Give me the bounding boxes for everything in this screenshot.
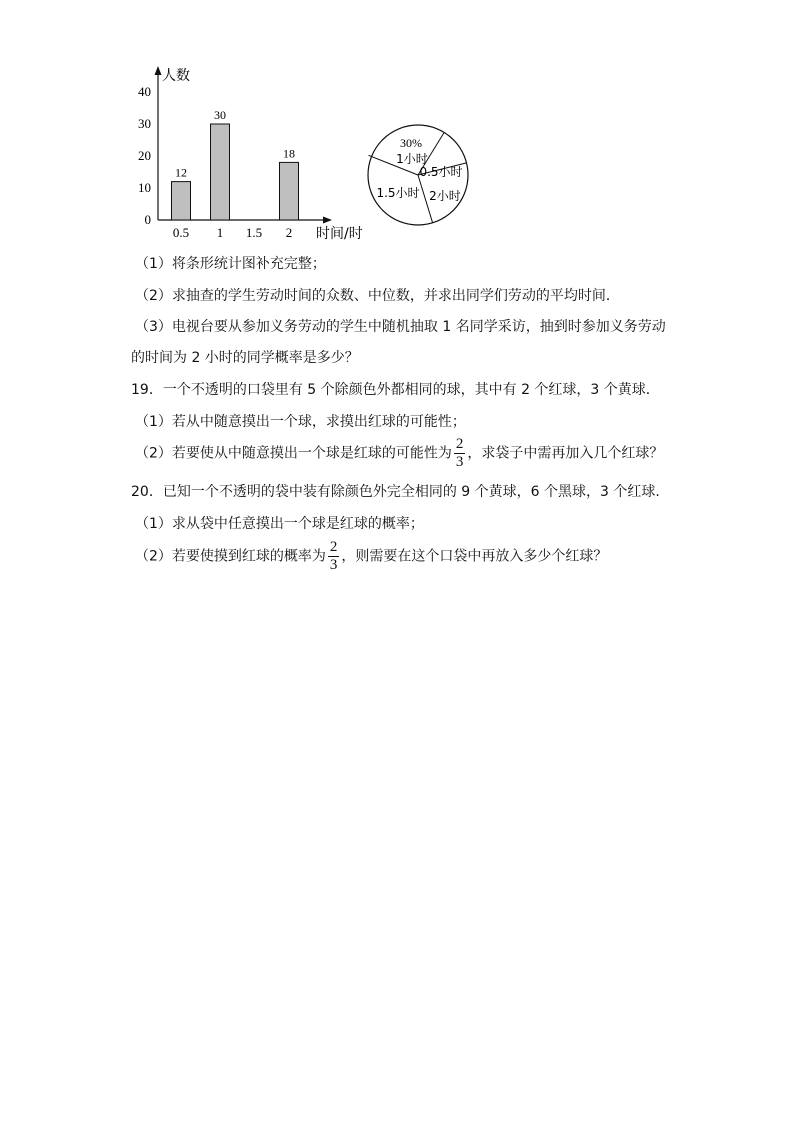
- y-axis-label: 人数: [162, 68, 190, 84]
- pie-label-0-5h: 0.5小时: [419, 165, 463, 179]
- y-tick-label: 0: [144, 212, 151, 227]
- q20-part2: [135, 539, 607, 574]
- q19-fraction-denominator: 3: [455, 454, 464, 470]
- bar-0-5: [172, 182, 191, 220]
- x-axis-label: 时间/时: [316, 226, 363, 242]
- q20-fraction: [328, 539, 340, 574]
- pie-label-2h: 2小时: [429, 189, 461, 203]
- bar-2: [280, 162, 299, 220]
- x-axis-arrow: [323, 217, 332, 224]
- q20-part1: （1）求从袋中任意摸出一个球是红球的概率；: [135, 516, 424, 532]
- bar-chart: [138, 66, 363, 242]
- q18-part3-line1: （3）电视台要从参加义务劳动的学生中随机抽取 1 名同学采访，抽到时参加义务劳动: [135, 319, 666, 335]
- q18-part1: （1）将条形统计图补充完整；: [135, 256, 326, 272]
- q19-fraction-numerator: 2: [455, 436, 464, 452]
- x-tick-label: 0.5: [172, 225, 190, 240]
- q19-part2-text-after: ，求袋子中需再加入几个红球？: [467, 445, 664, 462]
- q19-part1: （1）若从中随意摸出一个球，求摸出红球的可能性；: [135, 414, 466, 430]
- q20-part2-text-after: ，则需要在这个口袋中再放入多少个红球？: [341, 548, 608, 565]
- y-tick-label: 30: [138, 116, 151, 131]
- y-tick-label: 10: [138, 180, 151, 195]
- q18-part3-line2: 的时间为 2 小时的同学概率是多少？: [131, 350, 359, 366]
- x-tick-label: 1: [216, 225, 224, 240]
- q20-stem: 20．已知一个不透明的袋中装有除颜色外完全相同的 9 个黄球，6 个黑球，3 个红球.: [131, 484, 660, 500]
- pie-percent-1h: 30%: [400, 136, 422, 150]
- q19-fraction: [454, 436, 466, 471]
- bar-value-label: 12: [175, 165, 187, 180]
- q20-part2-text-before: （2）若要使摸到红球的概率为: [135, 548, 326, 565]
- bar-1: [211, 124, 230, 220]
- bar-value-label: 30: [214, 108, 226, 122]
- q20-fraction-numerator: 2: [329, 539, 338, 555]
- q19-part2-text-before: （2）若要使从中随意摸出一个球是红球的可能性为: [135, 445, 452, 462]
- y-axis-arrow: [155, 66, 162, 75]
- pie-label-1h: 1小时: [396, 152, 428, 166]
- q18-part2: （2）求抽查的学生劳动时间的众数、中位数，并求出同学们劳动的平均时间．: [135, 288, 620, 304]
- pie-chart: [368, 125, 468, 225]
- bar-value-label: 18: [283, 146, 295, 161]
- y-tick-label: 20: [138, 148, 151, 163]
- figure: [128, 60, 608, 250]
- x-tick-label: 2: [285, 225, 293, 240]
- q20-fraction-denominator: 3: [329, 557, 338, 573]
- x-tick-label: 1.5: [245, 225, 263, 240]
- q19-part2: [135, 436, 663, 471]
- pie-label-1-5h: 1.5小时: [376, 186, 420, 200]
- y-tick-label: 40: [138, 84, 151, 99]
- q19-stem: 19．一个不透明的口袋里有 5 个除颜色外都相同的球，其中有 2 个红球，3 个黄球．: [131, 382, 660, 398]
